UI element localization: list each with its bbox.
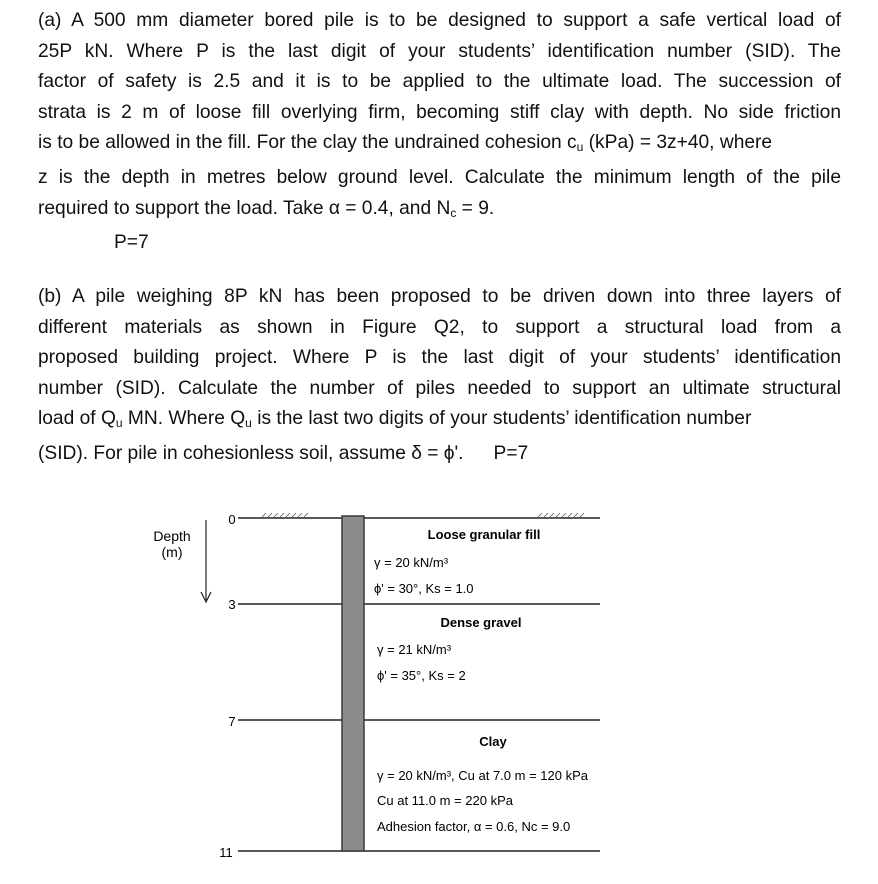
text-line: number (SID). Calculate the number of piles needed to support an ultimate structural <box>38 377 841 399</box>
layer-name-loose-fill: Loose granular fill <box>427 527 541 542</box>
text-line: proposed building project. Where P is the last digit of your students’ identification <box>38 347 841 369</box>
text-segment: is to be allowed in the fill. For the clay the undrained cohesion c <box>38 132 577 154</box>
text-line: z is the depth in metres below ground level. Calculate the minimum length of the pile <box>38 166 841 188</box>
p-value-b: P=7 <box>493 442 529 464</box>
p-value-a: P=7 <box>114 232 149 253</box>
subscript: u <box>245 416 252 431</box>
layer-prop: γ = 20 kN/m³ <box>374 555 449 570</box>
depth-tick-3: 3 <box>228 597 236 612</box>
depth-tick-7: 7 <box>228 714 236 729</box>
text-line: factor of safety is 2.5 and it is to be applied to the ultimate load. The succession of <box>38 71 841 93</box>
layer-prop: γ = 20 kN/m³, Cu at 7.0 m = 120 kPa <box>377 768 588 783</box>
subscript: u <box>115 416 123 431</box>
layer-name-dense-gravel: Dense gravel <box>440 615 522 630</box>
ground-hatch <box>262 513 584 517</box>
text-segment: load of Q <box>38 408 116 430</box>
subscript: u <box>576 140 584 155</box>
text-line: (b) A pile weighing 8P kN has been proposed to be driven down into three layers of <box>38 286 841 307</box>
text-line: different materials as shown in Figure Q2, to support a structural load from a <box>38 316 841 338</box>
text-segment: (kPa) = 3z+40, where <box>583 132 773 154</box>
layer-name-clay: Clay <box>479 734 507 749</box>
text-segment: = 9. <box>456 197 495 219</box>
text-segment: (SID). For pile in cohesionless soil, assume δ = ϕ'. <box>38 442 464 464</box>
text-segment: is the last two digits of your students’ identification number <box>251 408 752 430</box>
layer-prop: ϕ' = 35°, Ks = 2 <box>377 668 466 683</box>
text-line: (a) A 500 mm diameter bored pile is to be designed to support a safe vertical load of <box>38 10 841 31</box>
subscript: c <box>450 205 457 220</box>
layer-prop: Cu at 11.0 m = 220 kPa <box>377 793 513 808</box>
text-line: strata is 2 m of loose fill overlying firm, becoming stiff clay with depth. No side friction <box>38 101 841 123</box>
layer-prop: γ = 21 kN/m³ <box>377 642 452 657</box>
layer-prop: Adhesion factor, α = 0.6, Nc = 9.0 <box>377 819 571 834</box>
depth-tick-0: 0 <box>228 512 236 527</box>
depth-axis-label: Depth <box>153 528 191 544</box>
depth-axis-unit: (m) <box>161 544 183 560</box>
text-line: 25P kN. Where P is the last digit of your students’ identification number (SID). The <box>38 40 841 62</box>
text-segment: required to support the load. Take α = 0.4, and N <box>38 197 451 219</box>
pile <box>342 516 364 851</box>
layer-prop: ϕ' = 30°, Ks = 1.0 <box>374 581 474 596</box>
text-segment: MN. Where Q <box>122 408 246 430</box>
depth-tick-11: 11 <box>219 845 233 860</box>
